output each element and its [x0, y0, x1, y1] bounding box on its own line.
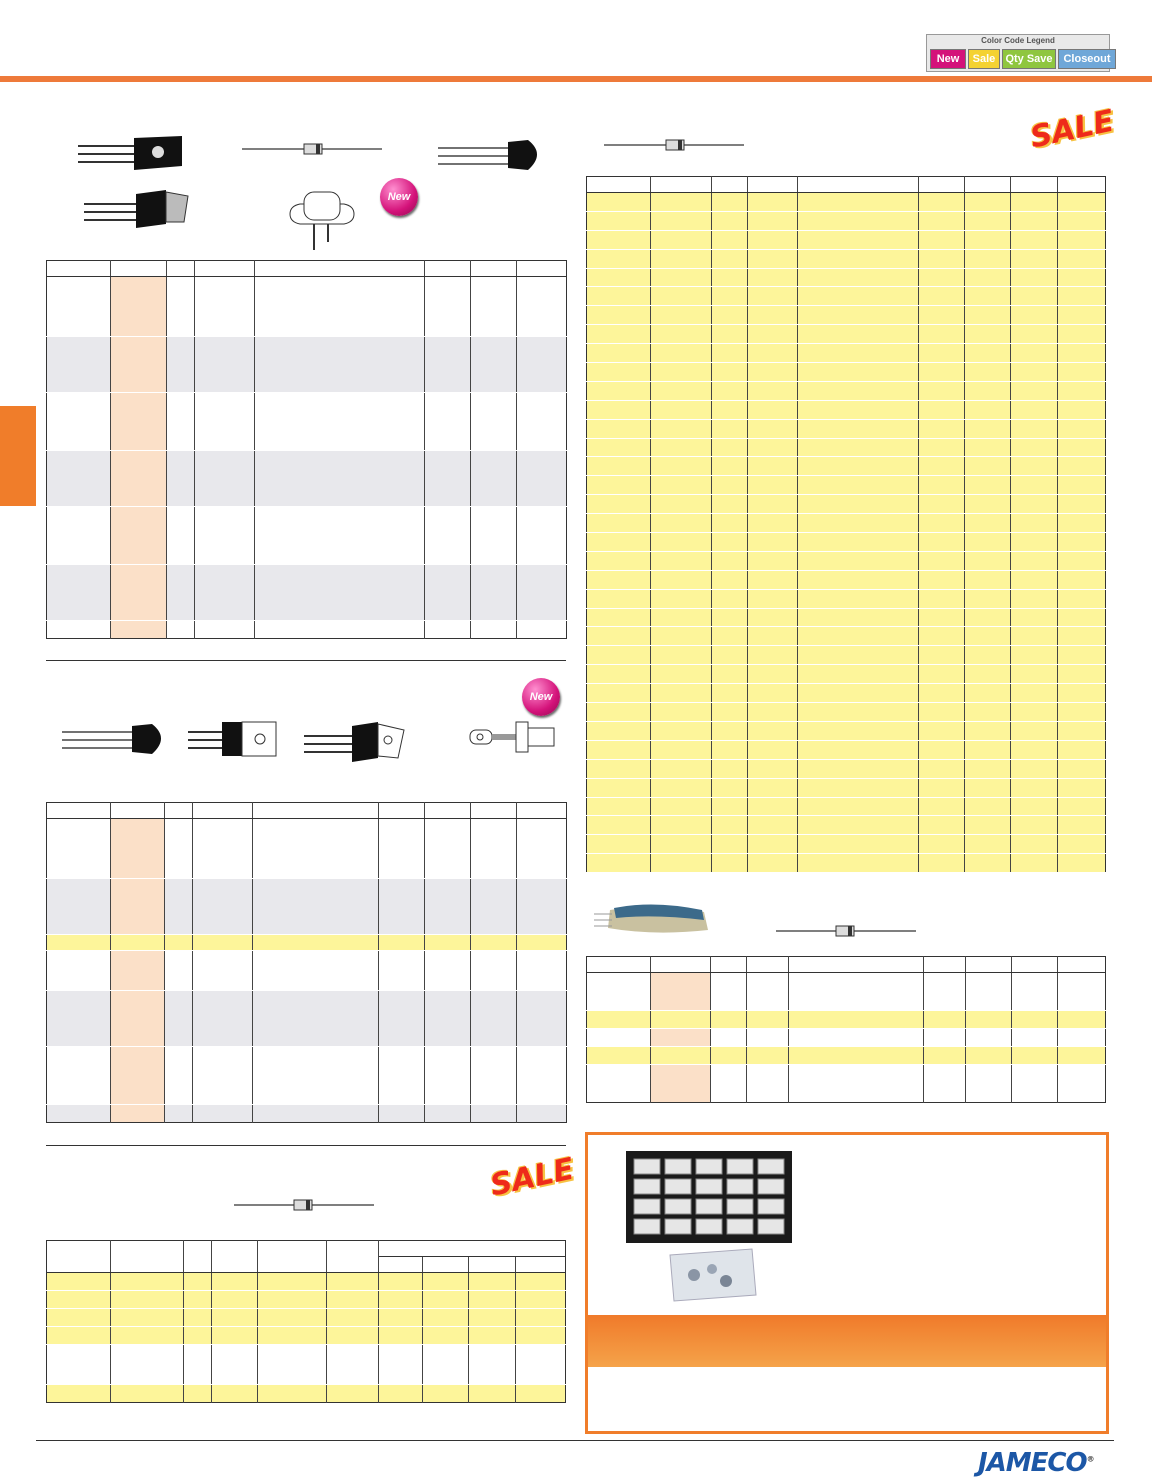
table-row [587, 854, 1106, 873]
table-row [587, 514, 1106, 533]
table-row [587, 665, 1106, 684]
section-divider [46, 1145, 566, 1146]
table-row [587, 476, 1106, 495]
cabinet-drawer [665, 1199, 691, 1214]
product-table-3 [46, 1240, 566, 1403]
new-badge: New [522, 678, 560, 716]
new-badge: New [380, 178, 418, 216]
table-row [587, 495, 1106, 514]
table-row [587, 249, 1106, 268]
table-row [587, 325, 1106, 344]
to3-transistor-icon [286, 190, 358, 252]
to92-transistor-icon [436, 138, 546, 174]
axial-diode-icon [242, 142, 382, 156]
table-row [587, 268, 1106, 287]
cabinet-drawer [758, 1179, 784, 1194]
table-row [587, 646, 1106, 665]
cabinet-drawer [727, 1179, 753, 1194]
sale-badge: SALE [487, 1151, 578, 1204]
table-row [587, 778, 1106, 797]
cabinet-drawer [727, 1159, 753, 1174]
storage-cabinet-icon [624, 1147, 796, 1247]
table-row [587, 211, 1106, 230]
table-row [587, 533, 1106, 552]
table-row [587, 703, 1106, 722]
legend-qty-save: Qty Save [1002, 49, 1056, 69]
table-row [587, 344, 1106, 363]
table-row [587, 230, 1106, 249]
table-row [587, 835, 1106, 854]
section-divider [46, 660, 566, 661]
table-row [587, 740, 1106, 759]
table-row [587, 797, 1106, 816]
legend-new: New [930, 49, 966, 69]
component-bag-icon [664, 1245, 760, 1303]
cabinet-drawer [727, 1199, 753, 1214]
table-row [587, 287, 1106, 306]
promo-box [585, 1132, 1109, 1434]
cabinet-drawer [758, 1159, 784, 1174]
product-table-2 [46, 802, 567, 1123]
to220-transistor-icon [80, 186, 190, 230]
table-row [587, 570, 1106, 589]
cabinet-drawer [696, 1179, 722, 1194]
table-row [587, 721, 1106, 740]
table-row [587, 381, 1106, 400]
table-row [587, 816, 1106, 835]
cabinet-drawer [634, 1219, 660, 1234]
cabinet-drawer [696, 1199, 722, 1214]
axial-diode-icon [604, 138, 744, 152]
to92-transistor-icon [60, 722, 170, 758]
axial-diode-icon [234, 1198, 374, 1212]
cabinet-drawer [696, 1159, 722, 1174]
cabinet-drawer [665, 1159, 691, 1174]
cabinet-drawer [634, 1199, 660, 1214]
cabinet-drawer [665, 1219, 691, 1234]
to126-transistor-icon [74, 130, 186, 178]
section-side-tab [0, 406, 36, 506]
sale-badge: SALE [1027, 103, 1118, 156]
table-row [587, 684, 1106, 703]
product-table-sale [586, 176, 1106, 873]
cabinet-drawer [634, 1159, 660, 1174]
product-table-4 [586, 956, 1106, 1103]
table-row [587, 759, 1106, 778]
table-row [587, 363, 1106, 382]
table-row [587, 627, 1106, 646]
table-row [587, 551, 1106, 570]
cabinet-drawer [696, 1219, 722, 1234]
table-row [587, 419, 1106, 438]
cabinet-drawer [758, 1219, 784, 1234]
to220-transistor-icon [186, 720, 278, 758]
cabinet-drawer [634, 1179, 660, 1194]
axial-diode-icon [776, 924, 916, 938]
footer-rule [36, 1440, 1114, 1441]
stud-mount-device-icon [468, 716, 558, 756]
diode-tape-reel-icon [594, 902, 712, 936]
color-code-legend [926, 34, 1110, 72]
table-row [587, 400, 1106, 419]
table-row [587, 438, 1106, 457]
header-accent-bar [0, 76, 1152, 82]
product-table-1 [46, 260, 567, 639]
promo-banner [588, 1315, 1106, 1367]
table-row [587, 193, 1106, 212]
jameco-logo: JAMECO® [978, 1448, 1094, 1478]
cabinet-drawer [727, 1219, 753, 1234]
table-row [587, 457, 1106, 476]
table-row [587, 306, 1106, 325]
table-row [587, 589, 1106, 608]
table-row [587, 608, 1106, 627]
to126-transistor-icon [302, 718, 406, 764]
legend-sale: Sale [968, 49, 1000, 69]
cabinet-drawer [665, 1179, 691, 1194]
legend-title: Color Code Legend [981, 36, 1055, 45]
cabinet-drawer [758, 1199, 784, 1214]
legend-closeout: Closeout [1058, 49, 1116, 69]
